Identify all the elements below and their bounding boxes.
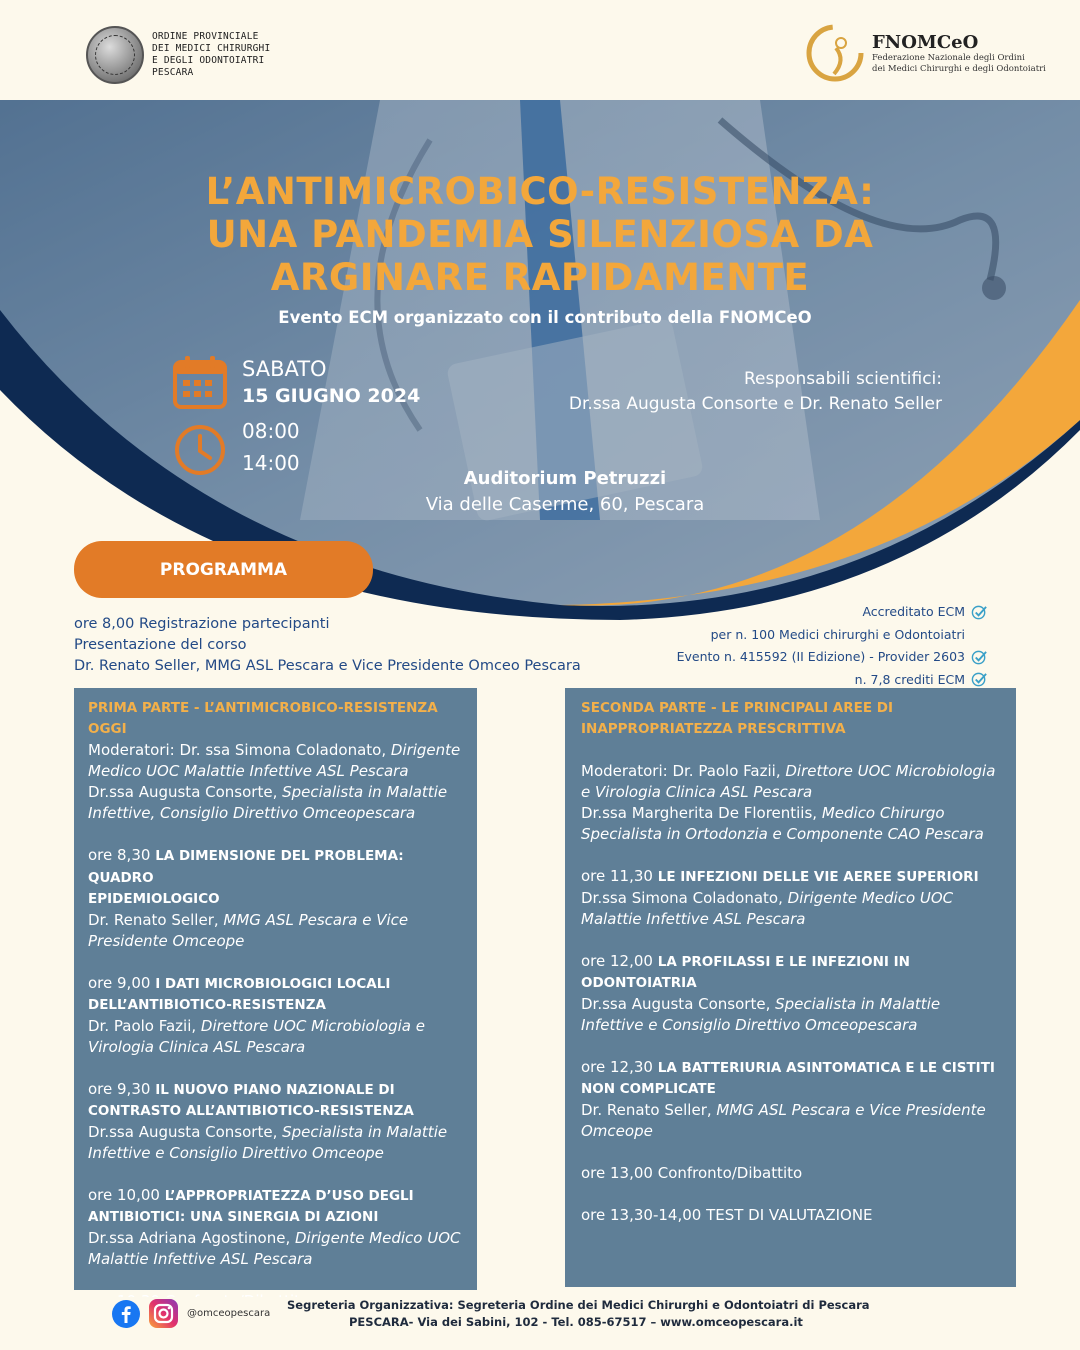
event-time-end: 14:00 (242, 451, 300, 475)
session-item: ore 8,30 LA DIMENSIONE DEL PROBLEMA: QUADRO EPIDEMIOLOGICO Dr. Renato Seller, MMG ASL Pescara e Vice Presidente Omceope (88, 846, 409, 950)
session-item: ore 9,30 IL NUOVO PIANO NAZIONALE DI CONTRASTO ALL’ANTIBIOTICO-RESISTENZA Dr.ssa Augusta Consorte, Specialista in Malattie Infettive e Consiglio Direttivo Omceope (88, 1080, 448, 1162)
facebook-icon[interactable] (111, 1299, 141, 1329)
medal-emblem-icon (86, 26, 144, 84)
ecm-row: n. 7,8 crediti ECM (677, 669, 988, 692)
venue-name: Auditorium Petruzzi (463, 468, 667, 489)
session-item: ore 12,30 LA BATTERIURIA ASINTOMATICA E LE CISTITI NON COMPLICATE Dr. Renato Seller, MMG ASL Pescara e Vice Presidente Omceope (581, 1058, 995, 1140)
fnomceo-name: FNOMCeO (872, 31, 979, 53)
instagram-icon[interactable] (148, 1298, 179, 1329)
ordine-name: ORDINE PROVINCIALE DEI MEDICI CHIRURGHI E DEGLI ODONTOIATRI PESCARA (152, 31, 271, 78)
venue-address: Via delle Caserme, 60, Pescara (425, 494, 705, 515)
ecm-row: Evento n. 415592 (II Edizione) - Provider 2603 (677, 646, 988, 669)
check-icon (971, 604, 988, 621)
session-item: ore 11,30 LE INFEZIONI DELLE VIE AEREE SUPERIORI Dr.ssa Simona Coladonato, Dirigente Medico UOC Malattie Infettive ASL Pescara (581, 867, 979, 928)
session-item: ore 9,00 I DATI MICROBIOLOGICI LOCALI DELL’ANTIBIOTICO-RESISTENZA Dr. Paolo Fazii, Direttore UOC Microbiologia e Virologia Clinica ASL Pescara (88, 974, 425, 1056)
ecm-info (677, 601, 988, 691)
social-handle[interactable]: @omceopescara (187, 1308, 271, 1319)
event-date: 15 GIUGNO 2024 (242, 385, 421, 407)
event-title: L’ANTIMICROBICO-RESISTENZA: UNA PANDEMIA SILENZIOSA DA ARGINARE RAPIDAMENTE (205, 170, 875, 299)
footer-contacts: PESCARA- Via dei Sabini, 102 - Tel. 085-67517 – www.omceopescara.it (349, 1315, 803, 1329)
programma-button[interactable]: PROGRAMMA (74, 541, 373, 598)
calendar-icon (172, 354, 228, 410)
session-item: ore 13,00 Confronto/Dibattito (581, 1164, 803, 1182)
fnomceo-sub-2: dei Medici Chirurghi e degli Odontoiatri (872, 63, 1046, 74)
ecm-row: Accreditato ECM (677, 601, 988, 624)
resp-names: Dr.ssa Augusta Consorte e Dr. Renato Seller (568, 394, 942, 414)
intro-block: ore 8,00 Registrazione partecipanti Presentazione del corso Dr. Renato Seller, MMG ASL Pescara e Vice Presidente Omceo Pescara (74, 616, 581, 674)
ecm-row: per n. 100 Medici chirurghi e Odontoiatri (710, 626, 965, 642)
part-two-title: SECONDA PARTE - LE PRINCIPALI AREE DI INAPPROPRIATEZZA PRESCRITTIVA (581, 700, 894, 737)
program-part-one (74, 688, 477, 1290)
event-time-start: 08:00 (242, 419, 300, 443)
event-subtitle: Evento ECM organizzato con il contributo della FNOMCeO (278, 308, 812, 327)
check-icon (971, 649, 988, 666)
fnomceo-sub-1: Federazione Nazionale degli Ordini (872, 52, 1025, 63)
moderators: Moderatori: Dr. Paolo Fazii, Direttore UOC Microbiologia e Virologia Clinica ASL Pescara Dr.ssa Margherita De Florentiis, Medico Chirurgo Specialista in Ortodonzia e Componente CAO Pescara (581, 762, 996, 843)
footer-secretariat: Segreteria Organizzativa: Segreteria Ordine dei Medici Chirurghi e Odontoiatri di Pescara (287, 1298, 870, 1312)
session-item: ore 13,30-14,00 TEST DI VALUTAZIONE (581, 1206, 873, 1224)
ordine-logo (86, 26, 270, 84)
resp-label: Responsabili scientifici: (743, 369, 942, 389)
session-item: ore 10,00 L’APPROPRIATEZZA D’USO DEGLI ANTIBIOTICI: UNA SINERGIA DI AZIONI Dr.ssa Adriana Agostinone, Dirigente Medico UOC Malattie Infettive ASL Pescara (88, 1186, 461, 1268)
program-part-two (565, 688, 1016, 1287)
event-day: SABATO (242, 357, 327, 381)
fnomceo-logo (806, 24, 1046, 82)
part-one-title: PRIMA PARTE - L’ANTIMICROBICO-RESISTENZA OGGI (88, 700, 438, 737)
check-icon (971, 671, 988, 688)
session-item: ore 12,00 LA PROFILASSI E LE INFEZIONI IN ODONTOIATRIA Dr.ssa Augusta Consorte, Specialista in Malattie Infettive e Consiglio Direttivo Omceopescara (581, 952, 941, 1034)
fnomceo-emblem-icon (806, 24, 864, 82)
moderators: Moderatori: Dr. ssa Simona Coladonato, Dirigente Medico UOC Malattie Infettive ASL Pescara Dr.ssa Augusta Consorte, Specialista in Malattie Infettive, Consiglio Direttivo Omceopescara (88, 741, 461, 822)
